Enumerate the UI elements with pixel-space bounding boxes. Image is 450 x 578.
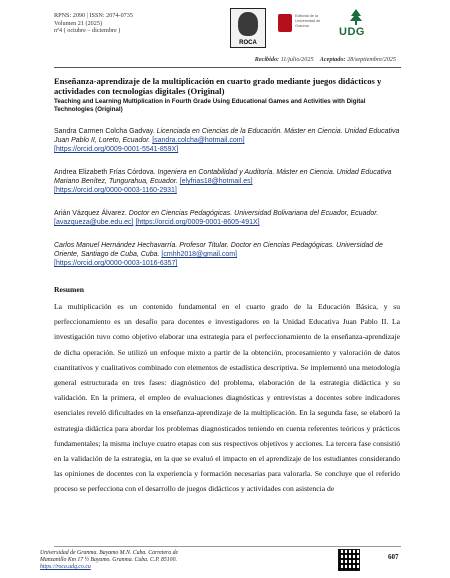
- author-affiliation: Doctor en Ciencias Pedagógicas. Universidad Bolivariana del Ecuador, Ecuador.: [128, 210, 379, 217]
- author-block: [54, 168, 400, 195]
- article-subtitle: Teaching and Learning Multiplication in Fourth Grade Using Educational Games and Activities with Digital Technologies (Original): [54, 98, 366, 113]
- header-rule: [54, 67, 401, 68]
- journal-info: [54, 12, 133, 35]
- issue-line: nº4 ( octubre – diciembre ): [54, 27, 121, 35]
- submission-dates: [255, 56, 396, 63]
- author-name: Sandra Carmen Colcha Gadvay.: [54, 128, 155, 135]
- editorial-logo: [278, 12, 326, 40]
- footer-address: [40, 550, 340, 572]
- author-email[interactable]: [cmhh2018@gmail.com]: [161, 251, 238, 258]
- author-affiliation: Ingeniera en Contabilidad y Auditoría. Máster en Ciencia. Unidad Educativa Mariano Benítez, Tungurahua, Ecuador.: [54, 169, 392, 185]
- roca-logo: [230, 8, 266, 48]
- udg-logo-label: UDG: [339, 26, 365, 38]
- editorial-logo-text: Editorial de la Universidad de Granma: [295, 14, 321, 28]
- roca-logo-label: ROCA: [239, 40, 257, 46]
- footer-line: Manzanillo Km 17 ½ Bayamo. Granma. Cuba. C.P. 85100.: [40, 557, 177, 564]
- author-name: Andrea Elizabeth Frías Córdova.: [54, 169, 156, 176]
- qr-code-icon: [338, 549, 360, 571]
- udg-logo: [337, 8, 377, 42]
- author-affiliation: Licenciada en Ciencias de la Educación. Máster en Ciencia. Unidad Educativa Juan Pablo II, Loreto, Ecuador.: [54, 128, 400, 144]
- accepted-label: Aceptado:: [319, 56, 346, 63]
- footer-line: Universidad de Granma. Bayamo M.N. Cuba. Carretera de: [40, 550, 179, 556]
- portrait-icon: [238, 12, 258, 36]
- author-orcid[interactable]: [https://orcid.org/0000-0003-1160-2931]: [54, 187, 177, 194]
- abstract-body: La multiplicación es un contenido fundamental en el cuarto grado de la Educación Básica, y su perfeccionamiento es un desafío para docentes e investigadores en la Unidad Educativa Juan Pablo II. La investigación tuvo como objetivo elaborar una estrategia para el perfeccionamiento de la enseñanza-aprendizaje de dicha operación. Se utilizó un enfoque mixto a partir de la obtención, procesamiento y valoración de datos cuantitativos y cualitativos combinado con elementos de estadística descriptiva. Se implementó una metodología general estructurada en tres fases: diagnóstico del problema, elaboración de la estrategia didáctica y su validación. En la primera, el empleo de evaluaciones diagnósticas y entrevistas a docentes sobre indicadores esenciales reveló dificultades en la enseñanza-aprendizaje de la multiplicación. En la segunda fase, se elaboró la estrategia didáctica para abordar los problemas diagnosticados teniendo en cuenta referentes teóricos y prácticos fundamentales; la misma incluye cuatro etapas con sus respectivos objetivos y acciones. La tercera fase consistió en la validación de la estrategia, en la que se evaluó el impacto en el aprendizaje de los estudiantes considerando las opiniones de docentes con la experiencia y formación necesarias para valorarla. Se concluye que el referido proceso se perfecciona con el desarrollo de juegos didácticos y actividades con asistencia de: [54, 302, 400, 494]
- author-affiliation: Profesor Titular. Doctor en Ciencias Pedagógicas. Universidad de Oriente, Santiago de Cuba, Cuba.: [54, 242, 383, 258]
- received-label: Recibido:: [254, 56, 280, 63]
- author-email[interactable]: [elyfrias18@hotmail.es]: [179, 178, 253, 185]
- page-number: 607: [388, 553, 399, 561]
- author-orcid[interactable]: [https://orcid.org/0009-0001-5541-859X]: [54, 146, 179, 153]
- author-email[interactable]: [sandra.colcha@hotmail.com]: [152, 137, 245, 144]
- article-title: Enseñanza-aprendizaje de la multiplicación en cuarto grado mediante juegos didácticos y actividades con tecnologías digitales (Original): [54, 76, 382, 96]
- issn-line: RPNS: 2090 | ISSN: 2074-0735: [54, 12, 133, 19]
- footer-rule: [54, 546, 401, 547]
- author-email[interactable]: [avazqueza@ube.edu.ec]: [54, 219, 134, 226]
- author-block: [54, 241, 400, 268]
- author-name: Carlos Manuel Hernández Hechavarría.: [54, 242, 178, 249]
- author-orcid[interactable]: [https://orcid.org/0009-0001-8605-491X]: [135, 219, 260, 226]
- footer-url[interactable]: https://roca.udg.co.cu: [40, 564, 91, 571]
- abstract-heading: Resumen: [54, 285, 84, 294]
- author-block: [54, 209, 400, 227]
- received-date: 11/julio/2025: [280, 56, 314, 63]
- volume-line: Volumen 21 (2025): [54, 19, 103, 27]
- tree-icon: [347, 8, 365, 26]
- author-orcid[interactable]: [https://orcid.org/0000-0003-1016-6357]: [54, 260, 178, 267]
- author-name: Arián Vázquez Álvarez.: [54, 210, 127, 217]
- editorial-mark-icon: [278, 14, 292, 32]
- author-block: [54, 127, 400, 154]
- accepted-date: 28/septiembre/2025: [347, 56, 396, 63]
